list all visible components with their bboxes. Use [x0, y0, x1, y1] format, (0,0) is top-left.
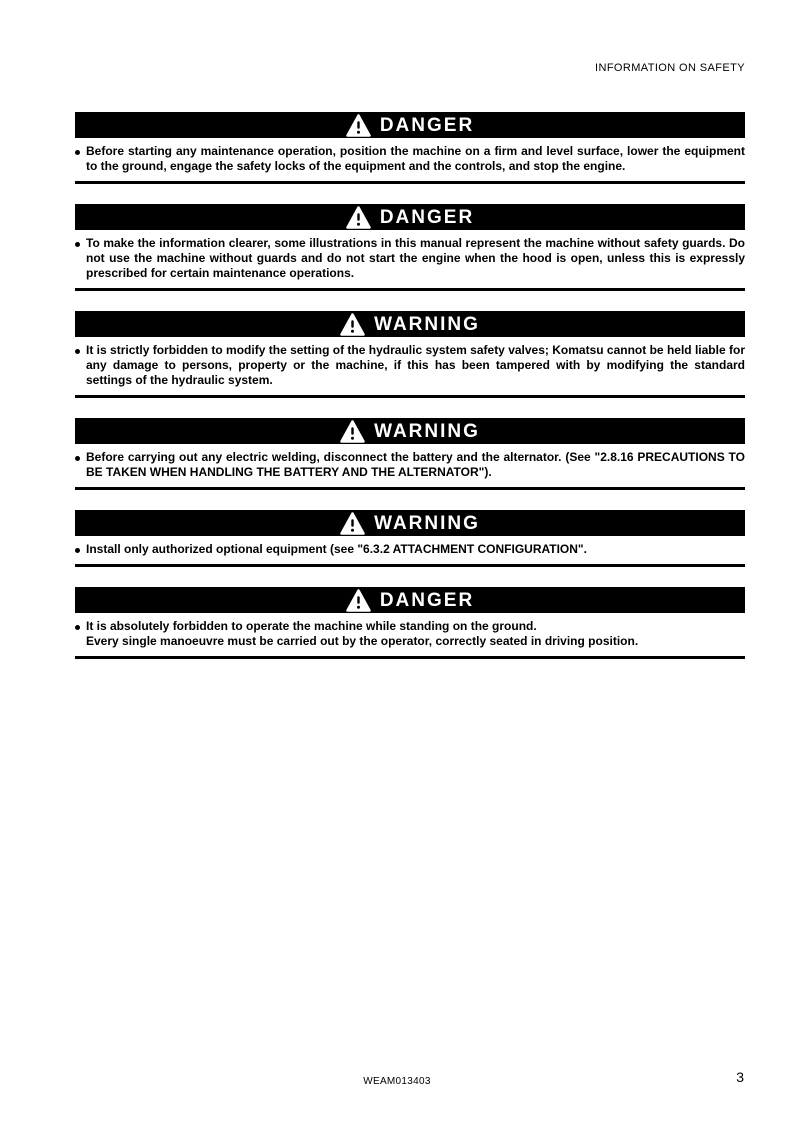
- warning-banner: [75, 510, 745, 536]
- bullet-icon: [75, 542, 86, 557]
- bullet-icon: [75, 450, 86, 480]
- warning-triangle-icon: [340, 420, 365, 443]
- safety-text: It is strictly forbidden to modify the setting of the hydraulic system safety valves; Komatsu cannot be held liable for any damage to persons, property or the machine, if this has been tampered with by modifying the standard settings of the hydraulic system.: [86, 343, 745, 387]
- page-header: INFORMATION ON SAFETY: [595, 62, 745, 74]
- safety-text: Before starting any maintenance operation, position the machine on a firm and level surface, lower the equipment to the ground, engage the safety locks of the equipment and the controls, and stop the engine.: [86, 144, 745, 173]
- danger-banner: [75, 112, 745, 138]
- warning-banner: [75, 311, 745, 337]
- warning-triangle-icon: [340, 512, 365, 535]
- warning-triangle-icon: [346, 114, 371, 137]
- banner-label: WARNING: [374, 513, 480, 534]
- danger-banner: [75, 204, 745, 230]
- safety-text: It is absolutely forbidden to operate the machine while standing on the ground.: [86, 619, 537, 633]
- section-divider: [75, 181, 745, 184]
- banner-label: WARNING: [374, 314, 480, 335]
- section-divider: [75, 656, 745, 659]
- bullet-icon: [75, 236, 86, 281]
- warning-triangle-icon: [346, 589, 371, 612]
- safety-notices: [75, 112, 745, 679]
- section-divider: [75, 288, 745, 291]
- warning-triangle-icon: [346, 206, 371, 229]
- banner-label: WARNING: [374, 421, 480, 442]
- safety-text: Before carrying out any electric welding, disconnect the battery and the alternator. (See "2.8.16 PRECAUTIONS TO BE TAKEN WHEN HANDLING THE BATTERY AND THE ALTERNATOR").: [86, 450, 745, 479]
- bullet-icon: [75, 144, 86, 174]
- safety-section-danger-2: [75, 204, 745, 291]
- banner-label: DANGER: [379, 590, 475, 611]
- page-number: 3: [736, 1069, 744, 1085]
- bullet-icon: [75, 619, 86, 649]
- safety-section-warning-3: [75, 510, 745, 567]
- bullet-icon: [75, 343, 86, 388]
- section-divider: [75, 395, 745, 398]
- warning-triangle-icon: [340, 313, 365, 336]
- document-code: WEAM013403: [363, 1076, 431, 1087]
- safety-section-warning-1: [75, 311, 745, 398]
- danger-banner: [75, 587, 745, 613]
- banner-label: DANGER: [379, 115, 475, 136]
- section-divider: [75, 564, 745, 567]
- safety-text: To make the information clearer, some illustrations in this manual represent the machine without safety guards. Do not use the machine without guards and do not start the engine when the hood is open, unless this is expressly prescribed for certain maintenance operations.: [86, 236, 745, 280]
- section-divider: [75, 487, 745, 490]
- warning-banner: [75, 418, 745, 444]
- safety-section-danger-1: [75, 112, 745, 184]
- banner-label: DANGER: [379, 207, 475, 228]
- safety-section-warning-2: [75, 418, 745, 490]
- safety-text: Install only authorized optional equipment (see "6.3.2 ATTACHMENT CONFIGURATION".: [86, 542, 587, 556]
- safety-section-danger-3: [75, 587, 745, 659]
- safety-text: Every single manoeuvre must be carried out by the operator, correctly seated in driving position.: [86, 634, 639, 648]
